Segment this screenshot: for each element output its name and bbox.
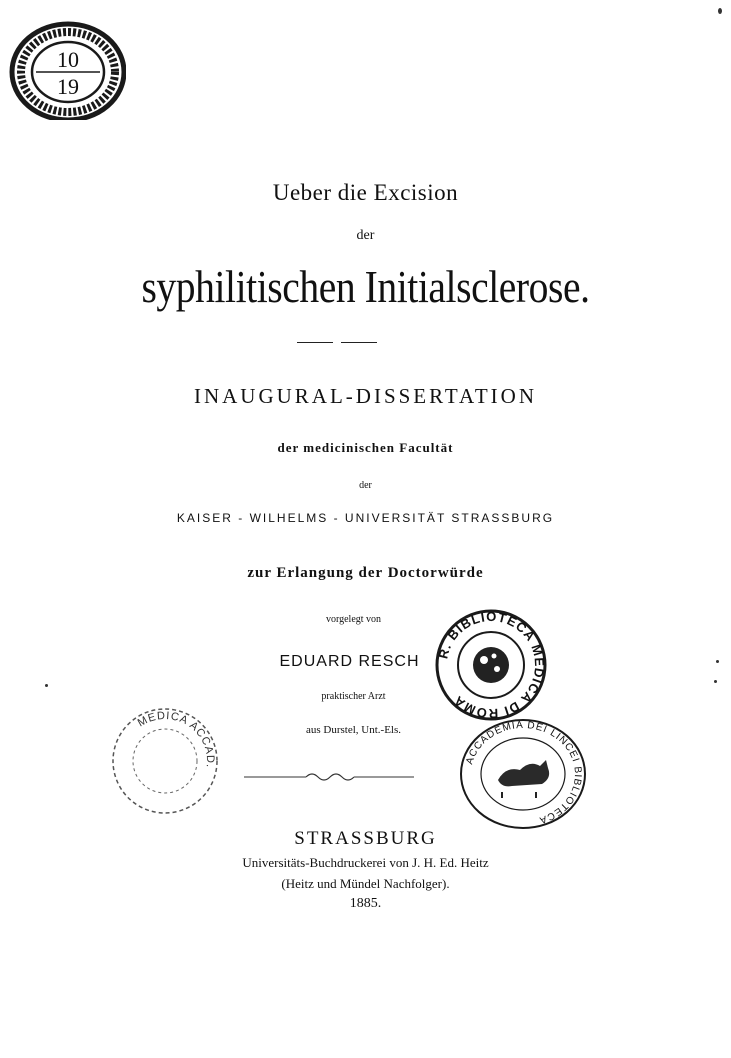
stamp-ring-text: R. BIBLIOTECA MEDICA DI ROMA xyxy=(435,608,548,722)
imprint-place: STRASSBURG xyxy=(294,828,437,849)
printer-line-2: (Heitz und Mündel Nachfolger). xyxy=(281,876,450,891)
stamp-number-top: 10 xyxy=(57,47,79,72)
academy-stamp-left xyxy=(110,706,220,816)
ornamental-rule xyxy=(244,770,414,784)
stamp-ring-text-left: MEDICA ACCAD. xyxy=(135,709,217,770)
presented-by-line: vorgelegt von xyxy=(325,614,382,625)
author-name: EDUARD RESCH xyxy=(279,653,420,670)
stamp-number-bottom: 19 xyxy=(57,74,79,99)
paper-speck xyxy=(714,680,717,683)
separator-rule xyxy=(297,342,377,343)
paper-speck xyxy=(45,684,48,687)
paper-speck xyxy=(718,8,722,14)
library-stamp-top-left xyxy=(6,20,126,120)
origin-line: aus Durstel, Unt.-Els. xyxy=(305,724,401,736)
dissertation-heading: INAUGURAL-DISSERTATION xyxy=(193,384,538,408)
title-line-1: Ueber die Excision xyxy=(272,180,459,205)
academy-stamp-lincei xyxy=(458,718,588,830)
der-line: der xyxy=(359,480,372,491)
paper-speck xyxy=(716,660,719,663)
profession-line: praktischer Arzt xyxy=(321,691,386,702)
stamp-ring-text-lincei: ACCADEMIA DEI LINCEI BIBLIOTECA xyxy=(464,719,584,826)
library-stamp-roma xyxy=(434,608,548,722)
faculty-line: der medicinischen Facultät xyxy=(277,440,454,455)
purpose-line: zur Erlangung der Doctorwürde xyxy=(247,565,484,581)
university-line: KAISER - WILHELMS - UNIVERSITÄT STRASSBURG xyxy=(176,511,555,525)
title-line-2: der xyxy=(356,228,375,243)
svg-text:MEDICA ACCAD. xyxy=(136,710,216,769)
printer-line-1: Universitäts-Buchdruckerei von J. H. Ed. Heitz xyxy=(242,855,489,870)
publication-year: 1885. xyxy=(349,896,382,911)
main-title: syphilitischen Initialsclerose. xyxy=(141,261,590,312)
